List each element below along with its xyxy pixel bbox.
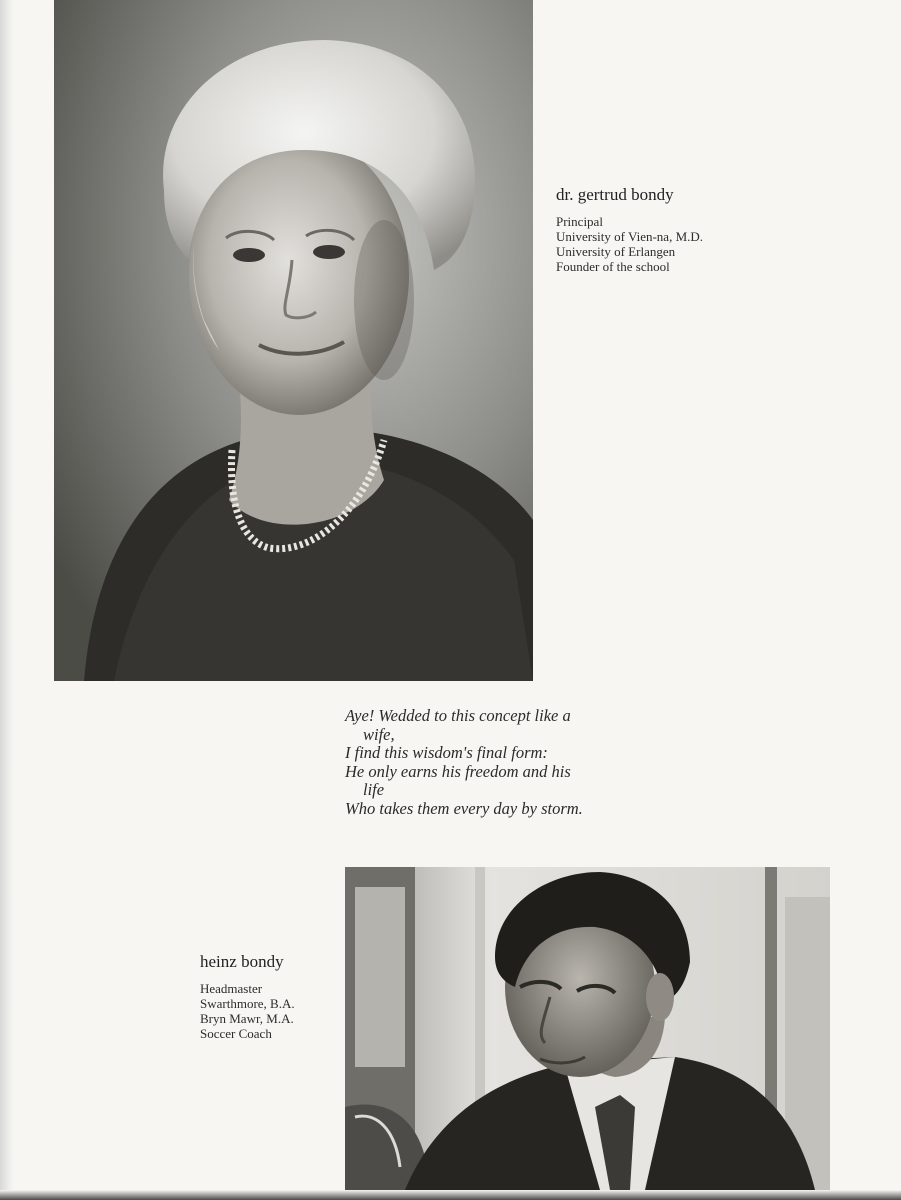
faculty-name: dr. gertrud bondy (556, 185, 674, 204)
poem-line: I find this wisdom's final form: (345, 743, 548, 763)
photo-gertrud-bondy (54, 0, 533, 681)
credentials-list (556, 214, 716, 274)
caption-gertrud-bondy (556, 184, 716, 274)
portrait-photo-icon (54, 0, 533, 681)
caption-heinz-bondy (200, 951, 350, 1041)
poem-line: Aye! Wedded to this concept like a wife, (345, 706, 571, 744)
credential-line: Principal (556, 214, 603, 229)
credential-line: Headmaster (200, 981, 263, 996)
faculty-name: heinz bondy (200, 952, 284, 971)
portrait-photo-icon (345, 867, 830, 1190)
credential-line: University of Erlangen (556, 244, 676, 259)
poem (345, 707, 595, 819)
credential-line: Bryn Mawr, M.A. (200, 1011, 294, 1026)
credential-line: University of Vien-na, M.D. (556, 229, 704, 244)
credentials-list (200, 981, 350, 1041)
credential-line: Founder of the school (556, 259, 670, 274)
credential-line: Soccer Coach (200, 1026, 272, 1041)
page-bottom-edge (0, 1190, 901, 1200)
credential-line: Swarthmore, B.A. (200, 996, 295, 1011)
poem-line: He only earns his freedom and his life (345, 761, 571, 800)
poem-line: Who takes them every day by storm. (345, 798, 583, 818)
photo-heinz-bondy (345, 867, 830, 1190)
page-gutter-shadow (0, 0, 14, 1200)
